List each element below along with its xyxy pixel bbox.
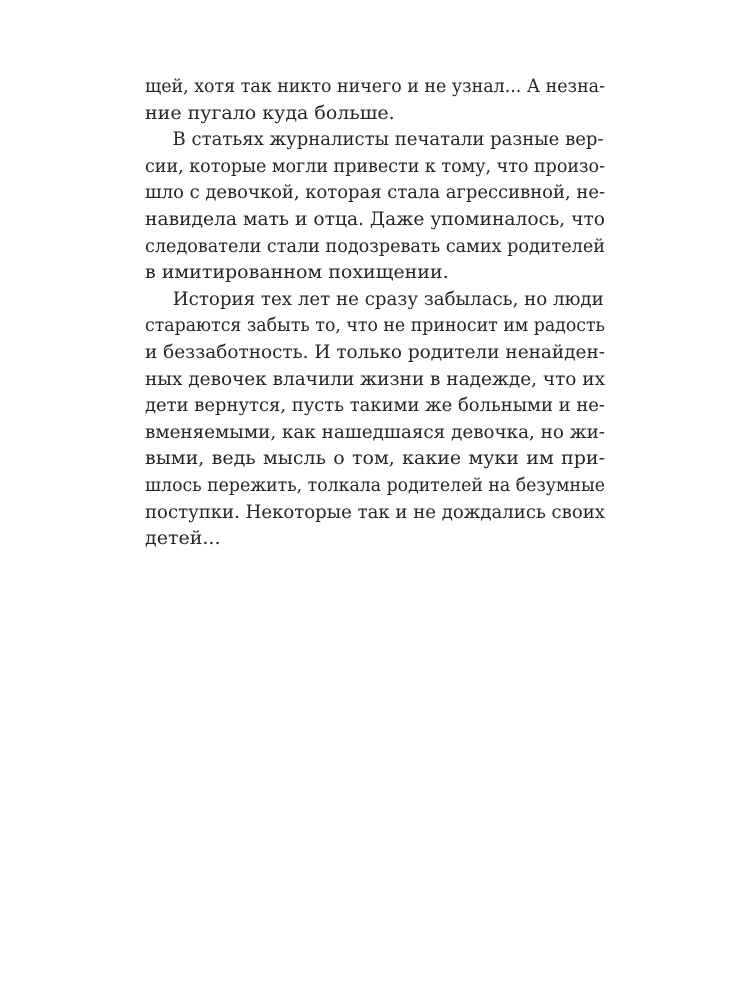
text-line: История тех лет не сразу забылась, но люди [172, 287, 604, 310]
text-line: выми, ведь мысль о том, какие муки им при- [145, 447, 605, 470]
text-line: щей, хотя так никто ничего и не узнал... А незна- [145, 75, 605, 97]
text-line: ние пугало куда больше. [145, 101, 395, 124]
text-line: поступки. Некоторые так и не дождались своих [145, 500, 605, 523]
text-line: сии, которые могли привести к тому, что произо- [145, 154, 605, 177]
text-line: шло с девочкой, которая стала агрессивной, не- [145, 181, 606, 204]
text-line: детей... [145, 527, 221, 550]
text-line: шлось пережить, толкала родителей на безумные [145, 473, 606, 496]
text-line: стараются забыть то, что не приносит им радость [145, 314, 605, 337]
text-line: дети вернутся, пусть такими же больными и не- [145, 394, 605, 417]
text-line: в имитированном похищении. [145, 261, 449, 284]
text-line: и беззаботность. И только родители ненайден- [145, 340, 605, 363]
text-line: вменяемыми, как нашедшаяся девочка, но жи- [145, 420, 606, 443]
text-line: навидела мать и отца. Даже упоминалось, что [145, 207, 606, 230]
text-line: В статьях журналисты печатали разные вер- [172, 128, 604, 151]
text-line: следователи стали подозревать самих родителей [145, 234, 605, 257]
text-line: ных девочек влачили жизни в надежде, что их [145, 367, 606, 390]
body-text [145, 73, 605, 552]
